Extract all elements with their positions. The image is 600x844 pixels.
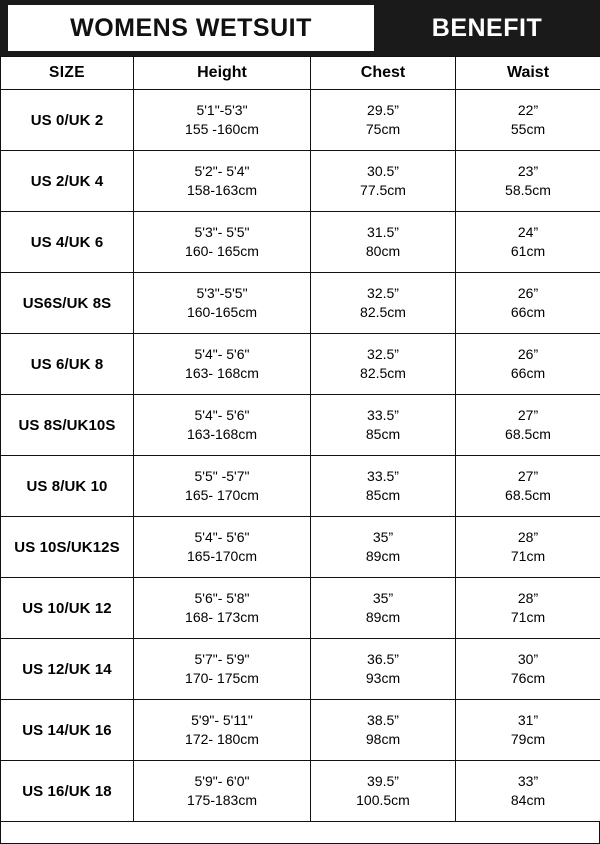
cell-chest-cm: 85cm	[311, 425, 455, 444]
table-row	[1, 395, 600, 456]
cell-chest-inches: 32.5”	[311, 284, 455, 303]
cell-waist-cm: 68.5cm	[456, 486, 600, 505]
cell-size: US 12/UK 14	[1, 639, 134, 700]
cell-waist-cm: 61cm	[456, 242, 600, 261]
cell-height	[134, 578, 311, 639]
cell-height-cm: 160-165cm	[134, 303, 310, 322]
cell-waist-cm: 76cm	[456, 669, 600, 688]
cell-chest	[311, 700, 456, 761]
cell-waist	[456, 456, 600, 517]
cell-height	[134, 517, 311, 578]
cell-size: US6S/UK 8S	[1, 273, 134, 334]
chart-header	[0, 0, 600, 56]
cell-waist	[456, 639, 600, 700]
cell-chest-cm: 89cm	[311, 547, 455, 566]
cell-height	[134, 334, 311, 395]
cell-waist	[456, 578, 600, 639]
cell-height-cm: 158-163cm	[134, 181, 310, 200]
cell-waist-inches: 22”	[456, 101, 600, 120]
cell-chest-inches: 33.5”	[311, 467, 455, 486]
cell-chest-inches: 35”	[311, 528, 455, 547]
cell-chest-cm: 80cm	[311, 242, 455, 261]
cell-size: US 4/UK 6	[1, 212, 134, 273]
table-row	[1, 700, 600, 761]
cell-size: US 14/UK 16	[1, 700, 134, 761]
cell-waist	[456, 273, 600, 334]
cell-chest-cm: 100.5cm	[311, 791, 455, 810]
cell-waist-inches: 30”	[456, 650, 600, 669]
cell-chest-inches: 35”	[311, 589, 455, 608]
cell-height-cm: 175-183cm	[134, 791, 310, 810]
cell-height-inches: 5'3"- 5'5"	[134, 223, 310, 242]
header-right-panel	[374, 0, 600, 56]
cell-height	[134, 273, 311, 334]
cell-height-inches: 5'6"- 5'8"	[134, 589, 310, 608]
cell-waist	[456, 761, 600, 822]
size-chart-table	[0, 56, 600, 822]
cell-waist-inches: 28”	[456, 528, 600, 547]
column-header-height: Height	[134, 57, 311, 90]
table-row	[1, 517, 600, 578]
column-header-size: SIZE	[1, 57, 134, 90]
cell-size: US 6/UK 8	[1, 334, 134, 395]
cell-waist	[456, 517, 600, 578]
cell-height-cm: 155 -160cm	[134, 120, 310, 139]
cell-chest-inches: 32.5”	[311, 345, 455, 364]
cell-waist-inches: 33”	[456, 772, 600, 791]
cell-height	[134, 700, 311, 761]
cell-size: US 16/UK 18	[1, 761, 134, 822]
table-row	[1, 456, 600, 517]
cell-chest	[311, 761, 456, 822]
cell-chest-cm: 89cm	[311, 608, 455, 627]
cell-waist-cm: 58.5cm	[456, 181, 600, 200]
cell-chest	[311, 578, 456, 639]
cell-waist-inches: 28”	[456, 589, 600, 608]
cell-height	[134, 212, 311, 273]
cell-waist-inches: 27”	[456, 406, 600, 425]
cell-height-inches: 5'4"- 5'6"	[134, 406, 310, 425]
cell-height-cm: 172- 180cm	[134, 730, 310, 749]
cell-waist	[456, 212, 600, 273]
cell-height-cm: 163-168cm	[134, 425, 310, 444]
cell-waist	[456, 90, 600, 151]
table-footer-strip	[0, 822, 600, 844]
cell-waist-inches: 23”	[456, 162, 600, 181]
benefit-title: BENEFIT	[432, 14, 542, 43]
cell-waist-cm: 55cm	[456, 120, 600, 139]
table-body	[1, 90, 600, 822]
cell-chest-inches: 31.5”	[311, 223, 455, 242]
cell-chest	[311, 639, 456, 700]
cell-waist-inches: 31”	[456, 711, 600, 730]
column-header-chest: Chest	[311, 57, 456, 90]
cell-height-cm: 165- 170cm	[134, 486, 310, 505]
table-row	[1, 151, 600, 212]
cell-height-cm: 170- 175cm	[134, 669, 310, 688]
cell-height-cm: 168- 173cm	[134, 608, 310, 627]
cell-height-inches: 5'4"- 5'6"	[134, 528, 310, 547]
column-header-waist: Waist	[456, 57, 600, 90]
cell-waist	[456, 334, 600, 395]
cell-size: US 8S/UK10S	[1, 395, 134, 456]
cell-height-inches: 5'9"- 5'11"	[134, 711, 310, 730]
cell-waist-inches: 26”	[456, 284, 600, 303]
cell-chest	[311, 212, 456, 273]
cell-height-inches: 5'2"- 5'4"	[134, 162, 310, 181]
cell-chest-cm: 82.5cm	[311, 303, 455, 322]
cell-chest-inches: 38.5”	[311, 711, 455, 730]
cell-height	[134, 90, 311, 151]
cell-height-inches: 5'4"- 5'6"	[134, 345, 310, 364]
cell-chest-inches: 30.5”	[311, 162, 455, 181]
cell-size: US 10/UK 12	[1, 578, 134, 639]
table-header-row	[1, 57, 600, 90]
cell-chest-cm: 85cm	[311, 486, 455, 505]
cell-height-inches: 5'3"-5'5"	[134, 284, 310, 303]
cell-waist-cm: 66cm	[456, 364, 600, 383]
cell-chest	[311, 517, 456, 578]
cell-height	[134, 639, 311, 700]
cell-height	[134, 395, 311, 456]
cell-height	[134, 761, 311, 822]
cell-waist-cm: 68.5cm	[456, 425, 600, 444]
cell-chest-inches: 36.5”	[311, 650, 455, 669]
cell-chest	[311, 273, 456, 334]
cell-size: US 2/UK 4	[1, 151, 134, 212]
cell-chest	[311, 334, 456, 395]
cell-size: US 0/UK 2	[1, 90, 134, 151]
cell-height-cm: 163- 168cm	[134, 364, 310, 383]
header-left-panel	[8, 5, 374, 51]
cell-height-cm: 165-170cm	[134, 547, 310, 566]
cell-size: US 10S/UK12S	[1, 517, 134, 578]
cell-height-inches: 5'9"- 6'0"	[134, 772, 310, 791]
table-row	[1, 212, 600, 273]
table-row	[1, 334, 600, 395]
cell-chest-inches: 29.5”	[311, 101, 455, 120]
page-title: WOMENS WETSUIT	[70, 14, 312, 43]
cell-chest	[311, 151, 456, 212]
cell-height-inches: 5'5" -5'7"	[134, 467, 310, 486]
cell-waist-cm: 71cm	[456, 547, 600, 566]
cell-height-cm: 160- 165cm	[134, 242, 310, 261]
table-row	[1, 639, 600, 700]
cell-chest-cm: 82.5cm	[311, 364, 455, 383]
cell-size: US 8/UK 10	[1, 456, 134, 517]
table-row	[1, 90, 600, 151]
cell-waist	[456, 395, 600, 456]
cell-waist-cm: 71cm	[456, 608, 600, 627]
table-row	[1, 578, 600, 639]
cell-waist-cm: 79cm	[456, 730, 600, 749]
cell-waist	[456, 151, 600, 212]
cell-height	[134, 151, 311, 212]
cell-waist-inches: 24”	[456, 223, 600, 242]
cell-waist-inches: 26”	[456, 345, 600, 364]
cell-waist	[456, 700, 600, 761]
cell-chest	[311, 395, 456, 456]
cell-height-inches: 5'1"-5'3"	[134, 101, 310, 120]
cell-waist-inches: 27”	[456, 467, 600, 486]
cell-height-inches: 5'7"- 5'9"	[134, 650, 310, 669]
cell-height	[134, 456, 311, 517]
table-row	[1, 273, 600, 334]
cell-waist-cm: 66cm	[456, 303, 600, 322]
cell-chest	[311, 456, 456, 517]
table-row	[1, 761, 600, 822]
cell-waist-cm: 84cm	[456, 791, 600, 810]
cell-chest-cm: 77.5cm	[311, 181, 455, 200]
cell-chest	[311, 90, 456, 151]
cell-chest-cm: 93cm	[311, 669, 455, 688]
cell-chest-cm: 75cm	[311, 120, 455, 139]
cell-chest-cm: 98cm	[311, 730, 455, 749]
cell-chest-inches: 39.5”	[311, 772, 455, 791]
cell-chest-inches: 33.5”	[311, 406, 455, 425]
